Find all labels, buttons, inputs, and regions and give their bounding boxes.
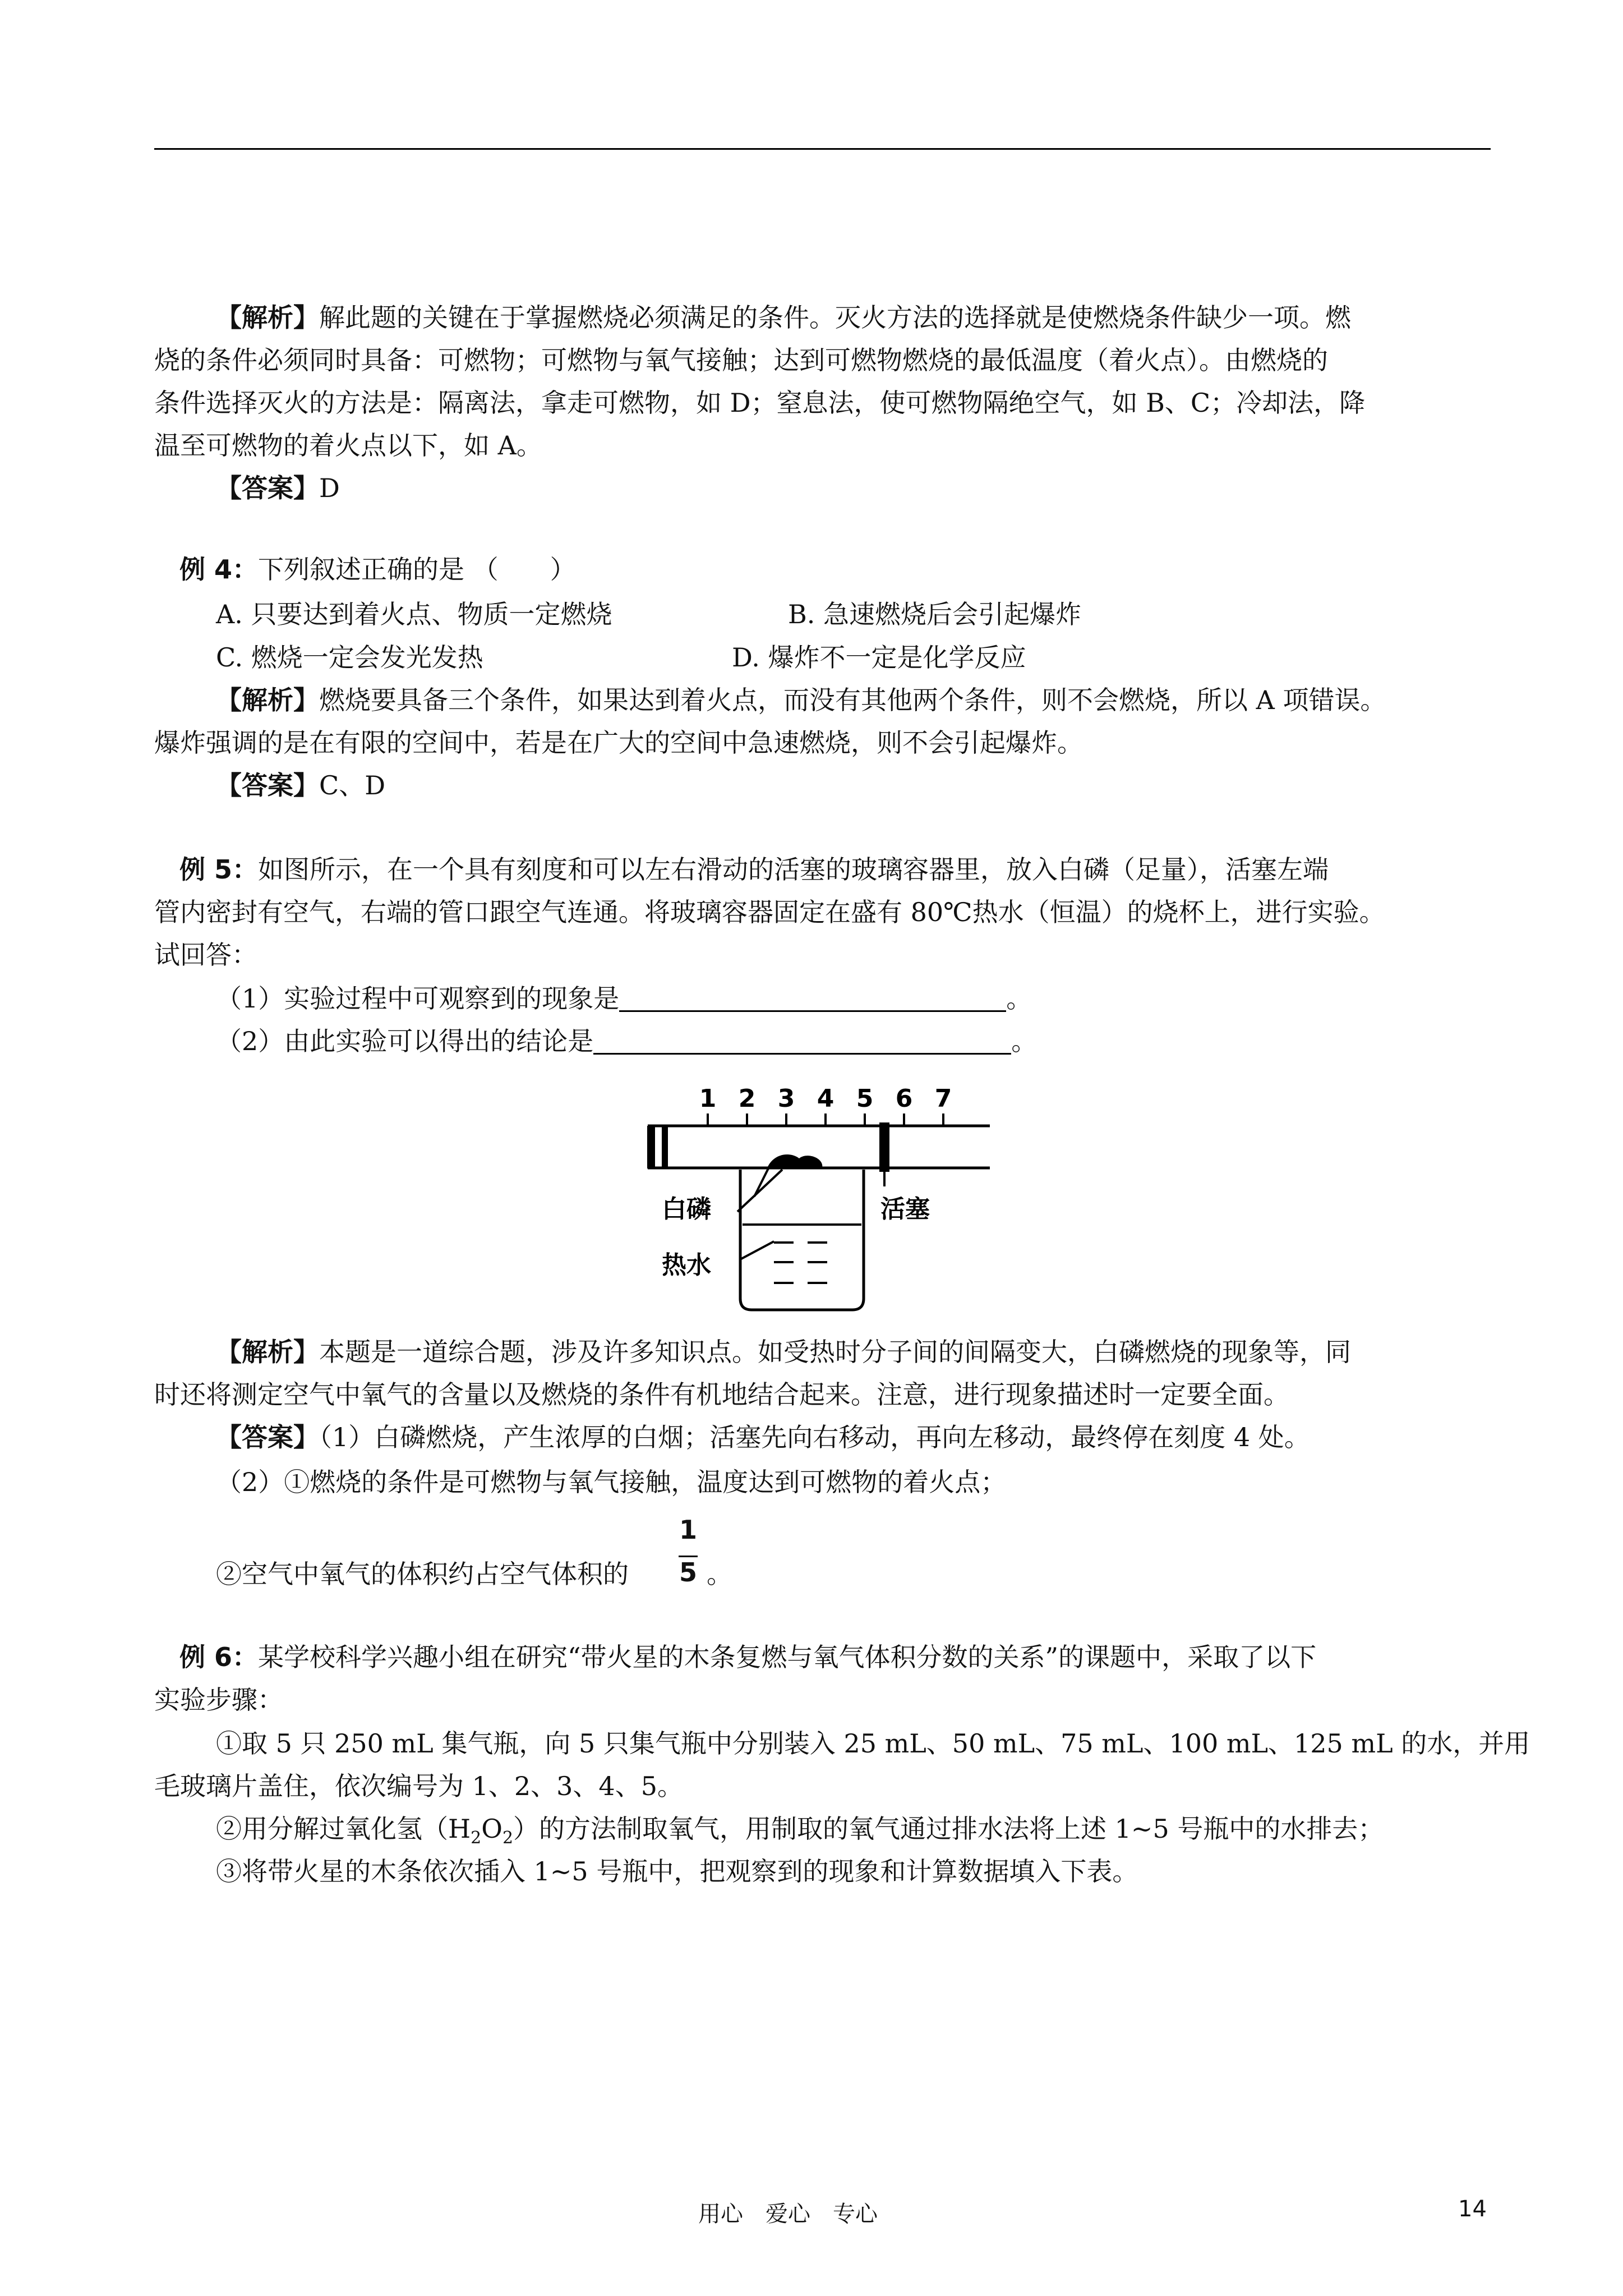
page-number: 14: [1458, 2196, 1487, 2222]
phosphorus-lump: [767, 1154, 822, 1168]
example4-option-b: B. 急速燃烧后会引起爆炸: [788, 599, 1082, 629]
example6-line-1: 例 6：某学校科学兴趣小组在研究“带火星的木条复燃与氧气体积分数的关系”的课题中，采取了以下: [179, 1642, 1317, 1672]
example5-answer-3: ②空气中氧气的体积约占空气体积的: [216, 1559, 629, 1589]
example5-analysis-line-1: 【解析】本题是一道综合题，涉及许多知识点。如受热时分子间的间隔变大，白磷燃烧的现象等，同: [216, 1337, 1351, 1367]
example4-analysis-line-1: 【解析】燃烧要具备三个条件，如果达到着火点，而没有其他两个条件，则不会燃烧，所以 A 项错误。: [216, 685, 1386, 715]
label-phosphorus: 白磷: [662, 1195, 711, 1223]
fraction-numerator: 1: [679, 1515, 697, 1545]
example4-answer: 【答案】C、D: [216, 770, 386, 800]
example5-answer-1: 【答案】（1）白磷燃烧，产生浓厚的白烟；活塞先向右移动，再向左移动，最终停在刻度 4 处。: [216, 1422, 1310, 1452]
fraction-denominator: 5: [679, 1557, 697, 1588]
example6-step3: ③将带火星的木条依次插入 1~5 号瓶中，把观察到的现象和计算数据填入下表。: [216, 1856, 1138, 1887]
tube-left-cap: [647, 1126, 655, 1168]
example6-label: 例 6：: [179, 1642, 259, 1672]
example4-option-d: D. 爆炸不一定是化学反应: [732, 642, 1026, 673]
analysis-line-3: 条件选择灭火的方法是：隔离法，拿走可燃物，如 D；窒息法，使可燃物隔绝空气，如 B、C；冷却法，降: [154, 388, 1366, 418]
example4-analysis-line-2: 爆炸强调的是在有限的空间中，若是在广大的空间中急速燃烧，则不会引起爆炸。: [154, 728, 1083, 758]
example5-answer-tag: 【答案】: [216, 1422, 319, 1452]
footer-motto: 用心 爱心 专心: [698, 2201, 878, 2227]
scale-label-7: 7: [934, 1084, 952, 1113]
analysis-line-4: 温至可燃物的着火点以下，如 A。: [154, 430, 542, 461]
example5-analysis-tag: 【解析】: [216, 1337, 319, 1367]
answer-line: 【答案】D: [216, 473, 340, 503]
analysis-line-2: 烧的条件必须同时具备：可燃物；可燃物与氧气接触；达到可燃物燃烧的最低温度（着火点）。由燃烧的: [154, 345, 1328, 375]
experiment-figure: [639, 1074, 998, 1321]
example4-option-a: A. 只要达到着火点、物质一定燃烧: [216, 599, 612, 629]
example6-step2: ②用分解过氧化氢$(H_2O_2)$的方法制取氧气，用制取的氧气通过排水法将上述 1~5 号瓶中的水排去；: [216, 1814, 1384, 1848]
analysis-line-1: 【解析】解此题的关键在于掌握燃烧必须满足的条件。灭火方法的选择就是使燃烧条件缺少一项。燃: [216, 302, 1351, 333]
example4-label: 例 4：: [179, 554, 259, 585]
hot-water: [743, 1225, 861, 1283]
answer-blank-1[interactable]: [619, 986, 1006, 1012]
answer-blank-2[interactable]: [593, 1028, 1011, 1055]
scale-ticks: [708, 1114, 943, 1125]
example5-answer-3-end: 。: [707, 1559, 732, 1589]
example6-step1-line-2: 毛玻璃片盖住，依次编号为 1、2、3、4、5。: [154, 1771, 683, 1801]
label-piston: 活塞: [880, 1195, 930, 1223]
example4-analysis-tag: 【解析】: [216, 685, 319, 715]
scale-label-6: 6: [895, 1084, 913, 1113]
scale-label-4: 4: [817, 1084, 834, 1113]
scale-label-1: 1: [699, 1084, 717, 1113]
analysis-tag: 【解析】: [216, 302, 319, 333]
example5-subquestion-2: （2）由此实验可以得出的结论是 。: [216, 1026, 1038, 1056]
scale-label-2: 2: [738, 1084, 756, 1113]
example5-question-line-1: 例 5：如图所示，在一个具有刻度和可以左右滑动的活塞的玻璃容器里，放入白磷（足量），活塞左端: [179, 854, 1329, 885]
label-hot-water: 热水: [662, 1251, 711, 1280]
example4-option-c: C. 燃烧一定会发光发热: [216, 642, 483, 673]
example4-answer-tag: 【答案】: [216, 770, 319, 800]
example6-line-2: 实验步骤：: [154, 1685, 283, 1715]
scale-label-3: 3: [777, 1084, 795, 1113]
example5-question-line-2: 管内密封有空气，右端的管口跟空气连通。将玻璃容器固定在盛有 80℃热水（恒温）的烧杯上，进行实验。: [154, 897, 1385, 927]
tube-left-seal: [662, 1126, 668, 1168]
scale-label-5: 5: [856, 1084, 874, 1113]
example5-subquestion-1: （1）实验过程中可观察到的现象是 。: [216, 983, 1032, 1014]
piston: [879, 1122, 889, 1172]
header-rule: [154, 148, 1491, 150]
answer-tag: 【答案】: [216, 473, 319, 503]
example5-label: 例 5：: [179, 854, 259, 885]
example5-analysis-line-2: 时还将测定空气中氧气的含量以及燃烧的条件有机地结合起来。注意，进行现象描述时一定要全面。: [154, 1379, 1289, 1410]
example5-answer-2: （2）①燃烧的条件是可燃物与氧气接触，温度达到可燃物的着火点；: [216, 1467, 1007, 1497]
example5-question-line-3: 试回答：: [154, 940, 257, 970]
example4-question: 例 4：下列叙述正确的是 （ ）: [179, 554, 576, 585]
example6-step1-line-1: ①取 5 只 250 mL 集气瓶，向 5 只集气瓶中分别装入 25 mL、50 mL、75 mL、100 mL、125 mL 的水，并用: [216, 1728, 1530, 1759]
